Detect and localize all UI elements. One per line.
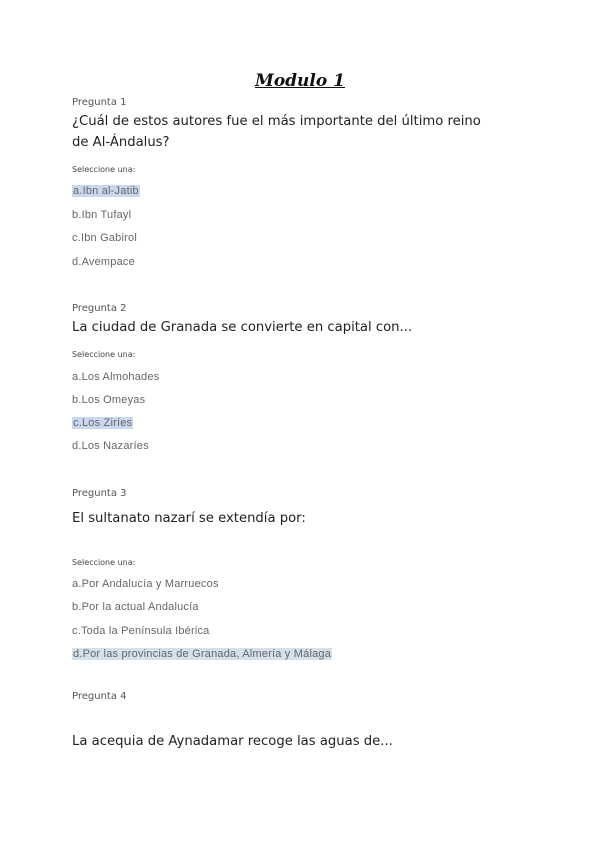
question-3-option-b[interactable]: b.Por la actual Andalucía [72, 601, 199, 613]
question-4-label: Pregunta 4 [72, 691, 127, 702]
question-3-option-d[interactable]: d.Por las provincias de Granada, Almería y Málaga [73, 648, 332, 660]
question-2-option-a[interactable]: a.Los Almohades [72, 371, 160, 383]
question-3-label: Pregunta 3 [72, 488, 127, 499]
question-3-text: El sultanato nazarí se extendía por: [72, 511, 306, 526]
question-4-text: La acequia de Aynadamar recoge las aguas de... [72, 734, 393, 749]
question-1-option-b[interactable]: b.Ibn Tufayl [72, 209, 132, 221]
question-1-option-a[interactable]: a.Ibn al-Jatib [73, 185, 139, 197]
question-2-label: Pregunta 2 [72, 303, 127, 314]
question-2-option-c[interactable]: c.Los Ziríes [73, 417, 133, 429]
question-3-select-label: Seleccione una: [72, 558, 136, 567]
question-1-text: ¿Cuál de estos autores fue el más importante del último reino de Al-Ándalus? [72, 114, 481, 150]
question-2-option-d[interactable]: d.Los Nazaríes [72, 440, 149, 452]
question-2-text: La ciudad de Granada se convierte en capital con... [72, 320, 413, 335]
question-3-option-a[interactable]: a.Por Andalucía y Marruecos [72, 578, 219, 590]
question-2-option-b[interactable]: b.Los Omeyas [72, 394, 146, 406]
question-1-option-c[interactable]: c.Ibn Gabirol [72, 232, 137, 244]
question-1-option-d[interactable]: d.Avempace [72, 256, 135, 268]
question-1-select-label: Seleccione una: [72, 165, 136, 174]
question-3-option-c[interactable]: c.Toda la Península Ibérica [72, 625, 210, 637]
page-title: Modulo 1 [255, 71, 345, 91]
question-1-label: Pregunta 1 [72, 97, 127, 108]
question-2-select-label: Seleccione una: [72, 350, 136, 359]
